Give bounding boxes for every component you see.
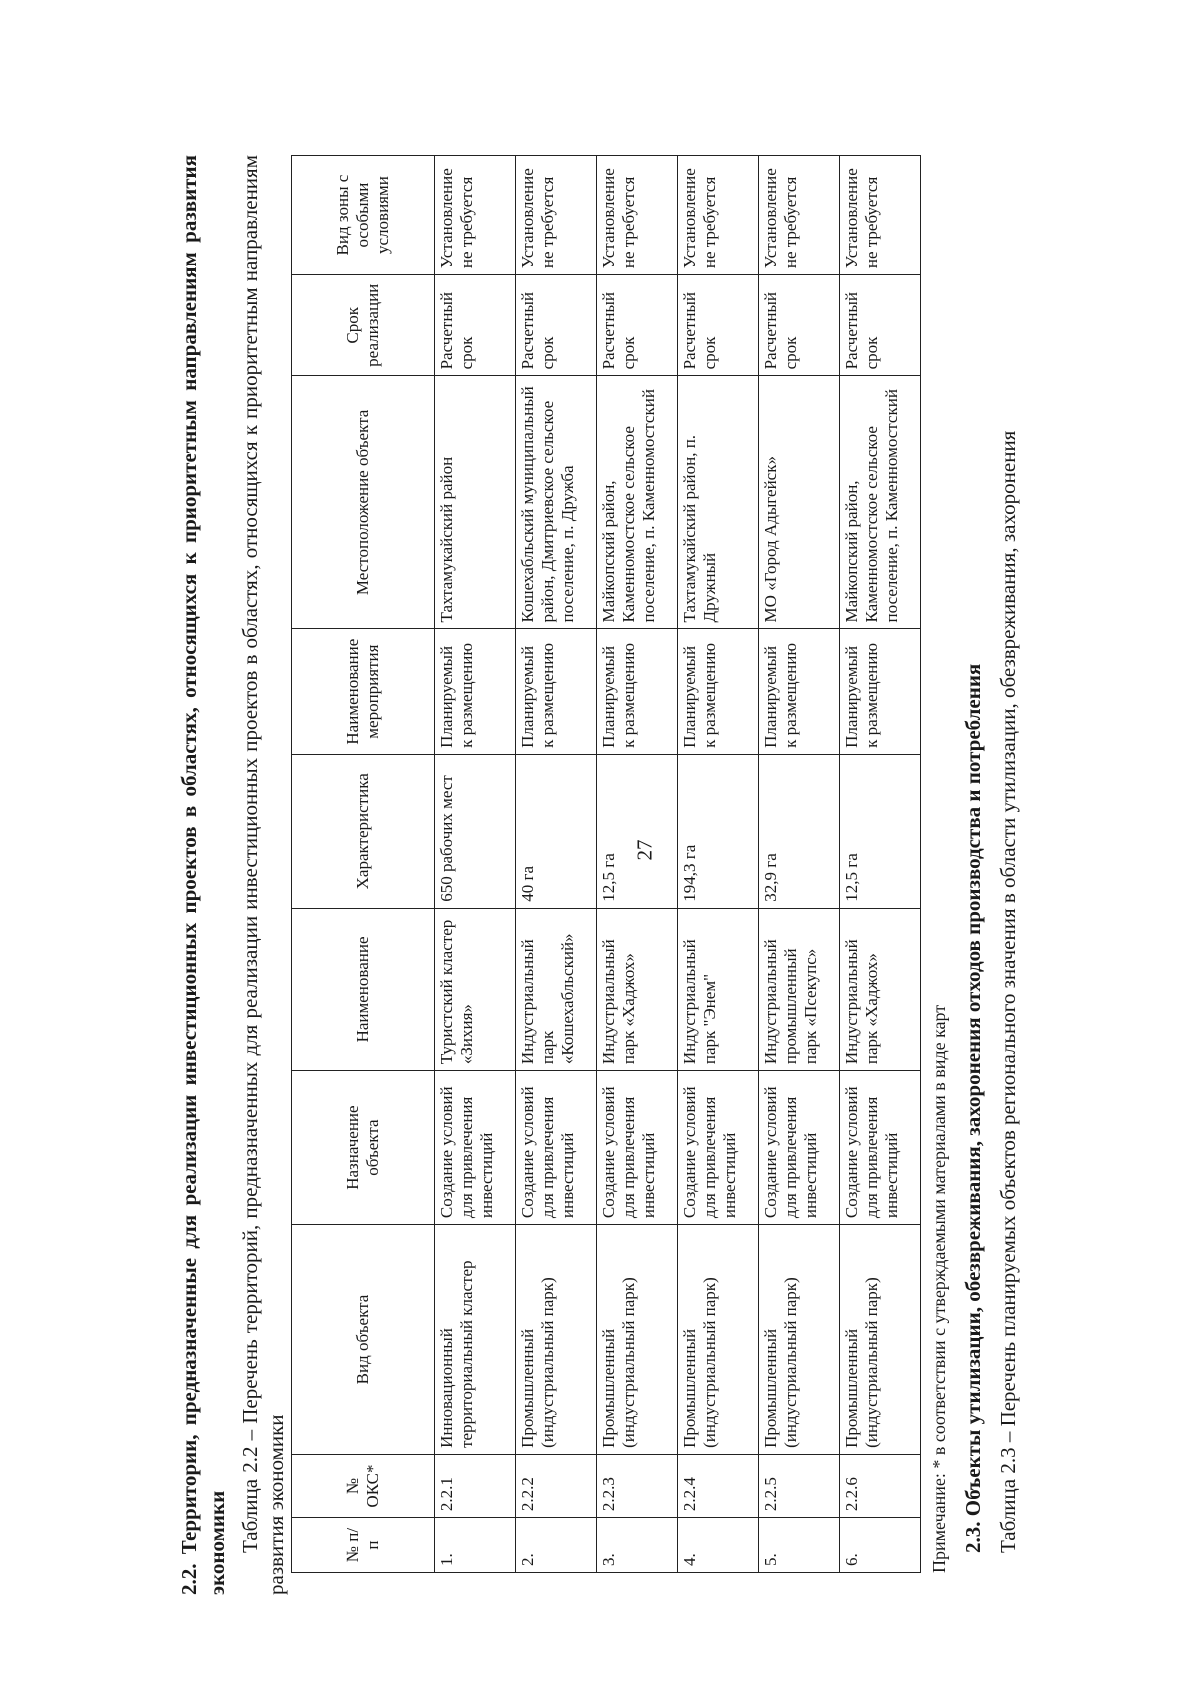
table-cell: Кошехабльский муниципальный район, Дмитриевское сельское поселение, п. Дружба [516, 376, 597, 629]
table-cell: Майкопский район, Каменномостское сельское поселение, п. Каменномостский [840, 376, 921, 629]
territories-table [291, 155, 921, 1573]
header-cell: Вид зоны с особыми условиями [292, 156, 435, 275]
table-cell: Планируемый к размещению [435, 629, 516, 754]
table-cell: 194,3 га [678, 754, 759, 908]
table-row [840, 156, 921, 1573]
table-cell: Планируемый к размещению [597, 629, 678, 754]
table-cell: Индустриальный парк «Хаджох» [840, 908, 921, 1070]
table-caption-2-3: Таблица 2.3 – Перечень планируемых объектов регионального значения в области утилизации, обезвреживания, захоронения [996, 430, 1020, 1553]
table-cell: 3. [597, 1518, 678, 1573]
table-cell: 2.2.6 [840, 1454, 921, 1517]
header-cell: Характеристика [292, 754, 435, 908]
table-cell: Планируемый к размещению [840, 629, 921, 754]
table-cell: Индустриальный парк «Хаджох» [597, 908, 678, 1070]
header-cell: Назначение объекта [292, 1071, 435, 1225]
table-row [678, 156, 759, 1573]
table-cell: Установление не требуется [840, 156, 921, 275]
table-cell: Создание условий для привлечения инвестиций [435, 1071, 516, 1225]
table-cell: Расчетный срок [840, 275, 921, 376]
table-cell: 1. [435, 1518, 516, 1573]
page-number: 27 [632, 839, 657, 861]
table-row [597, 156, 678, 1573]
table-cell: 32,9 га [759, 754, 840, 908]
table-cell: 2.2.3 [597, 1454, 678, 1517]
table-cell: Индустриальный промышленный парк «Псекупс» [759, 908, 840, 1070]
table-cell: Создание условий для привлечения инвестиций [759, 1071, 840, 1225]
table-cell: Промышленный (индустриальный парк) [678, 1225, 759, 1455]
table-cell: Расчетный срок [597, 275, 678, 376]
table-cell: Промышленный (индустриальный парк) [516, 1225, 597, 1455]
table-cell: Расчетный срок [516, 275, 597, 376]
table-row [435, 156, 516, 1573]
table-cell: 2. [516, 1518, 597, 1573]
table-cell: Индустриальный парк «Кошехабльский» [516, 908, 597, 1070]
table-cell: Расчетный срок [678, 275, 759, 376]
table-cell: 40 га [516, 754, 597, 908]
table-cell: Создание условий для привлечения инвестиций [516, 1071, 597, 1225]
table-cell: МО «Город Адыгейск» [759, 376, 840, 629]
table-cell: 2.2.1 [435, 1454, 516, 1517]
header-cell: Наименование мероприятия [292, 629, 435, 754]
table-cell: Расчетный срок [435, 275, 516, 376]
table-cell: Установление не требуется [516, 156, 597, 275]
table-cell: Установление не требуется [597, 156, 678, 275]
table-cell: Промышленный (индустриальный парк) [840, 1225, 921, 1455]
table-cell: 4. [678, 1518, 759, 1573]
table-cell: 5. [759, 1518, 840, 1573]
table-row [516, 156, 597, 1573]
table-cell: 2.2.5 [759, 1454, 840, 1517]
table-cell: Тахтамукайский район [435, 376, 516, 629]
table-cell: 2.2.2 [516, 1454, 597, 1517]
table-cell: Туристский кластер «Зихия» [435, 908, 516, 1070]
table-cell: Индустриальный парк "Энем" [678, 908, 759, 1070]
rotated-page-content [175, 155, 1020, 1595]
table-cell: 2.2.4 [678, 1454, 759, 1517]
table-cell: Тахтамукайский район, п. Дружный [678, 376, 759, 629]
table-cell: Планируемый к размещению [516, 629, 597, 754]
table-cell: Создание условий для привлечения инвестиций [678, 1071, 759, 1225]
header-cell: Срок реализации [292, 275, 435, 376]
table-header-row [292, 156, 435, 1573]
table-note: Примечание: * в соответствии с утверждаемыми материалами в виде карт [929, 1004, 949, 1573]
table-cell: 6. [840, 1518, 921, 1573]
table-cell: Промышленный (индустриальный парк) [759, 1225, 840, 1455]
table-cell: Планируемый к размещению [759, 629, 840, 754]
table-cell: Установление не требуется [678, 156, 759, 275]
table-cell: 12,5 га [597, 754, 678, 908]
table-cell: Создание условий для привлечения инвестиций [840, 1071, 921, 1225]
table-cell: Майкопский район, Каменномостское сельское поселение, п. Каменномостский [597, 376, 678, 629]
table-cell: Установление не требуется [759, 156, 840, 275]
table-row [759, 156, 840, 1573]
table-caption-2-2: Таблица 2.2 – Перечень территорий, предназначенных для реализации инвестиционных проектов в областях, относящихся к приоритетным направлениям развития экономики [238, 155, 288, 1595]
table-cell: Инновационный территориальный кластер [435, 1225, 516, 1455]
header-cell: Вид объекта [292, 1225, 435, 1455]
table-cell: Планируемый к размещению [678, 629, 759, 754]
header-cell: № ОКС* [292, 1454, 435, 1517]
table-cell: Создание условий для привлечения инвестиций [597, 1071, 678, 1225]
table-cell: Расчетный срок [759, 275, 840, 376]
header-cell: № п/п [292, 1518, 435, 1573]
table-cell: 12,5 га [840, 754, 921, 908]
section-heading-2-3: 2.3. Объекты утилизации, обезвреживания, захоронения отходов производства и потребления [961, 663, 985, 1553]
header-cell: Наименование [292, 908, 435, 1070]
section-heading-2-2: 2.2. Территории, предназначенные для реализации инвестиционных проектов в областях, относящихся к приоритетным направлениям развития экономики [177, 155, 229, 1595]
table-cell: Установление не требуется [435, 156, 516, 275]
table-cell: 650 рабочих мест [435, 754, 516, 908]
header-cell: Местоположение объекта [292, 376, 435, 629]
table-cell: Промышленный (индустриальный парк) [597, 1225, 678, 1455]
